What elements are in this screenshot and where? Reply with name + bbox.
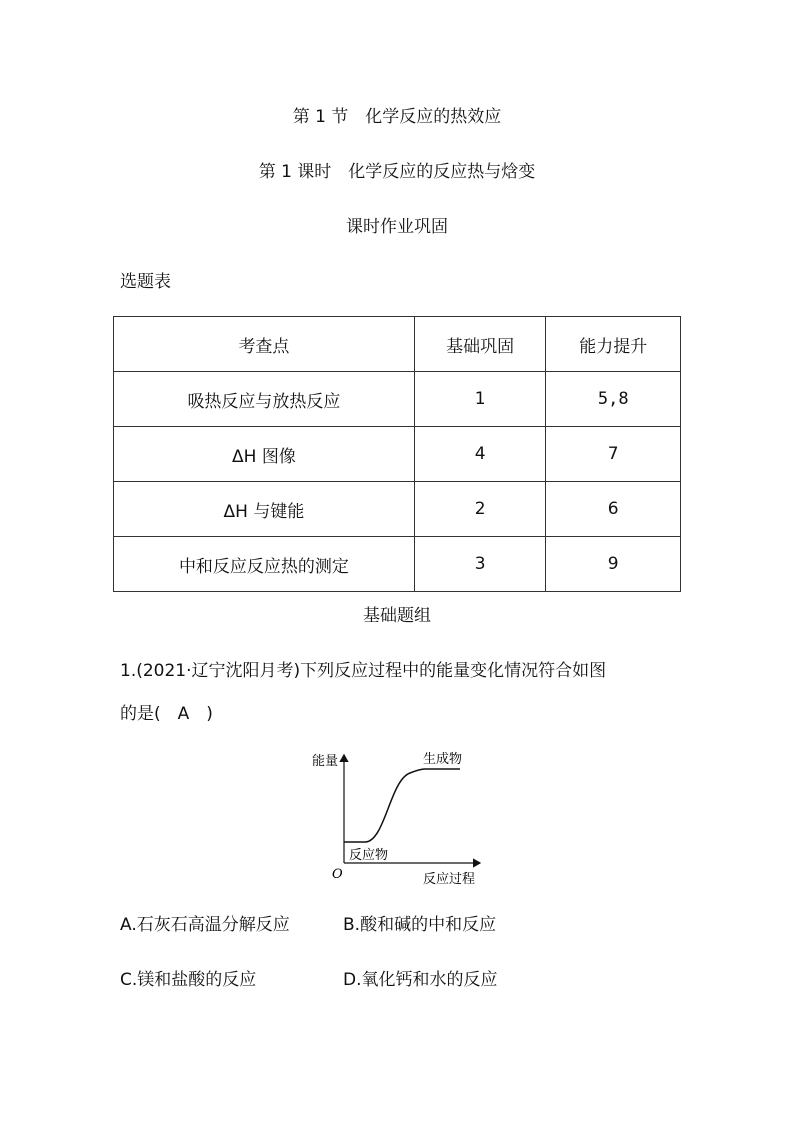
header-cell: 能力提升 xyxy=(546,317,681,372)
option-d: D.氧化钙和水的反应 xyxy=(343,970,498,990)
x-axis-label: 反应过程 xyxy=(423,872,476,887)
selection-table xyxy=(113,316,681,592)
origin-label: O xyxy=(332,867,343,882)
table-cell: 3 xyxy=(414,537,546,592)
table-cell: 9 xyxy=(546,537,681,592)
product-label: 生成物 xyxy=(423,752,463,767)
option-c: C.镁和盐酸的反应 xyxy=(120,970,257,990)
option-b: B.酸和碱的中和反应 xyxy=(343,915,497,935)
table-label: 选题表 xyxy=(120,272,171,292)
table-cell: ΔH 与键能 xyxy=(114,482,415,537)
table-cell: 4 xyxy=(414,427,546,482)
table-cell: 6 xyxy=(546,482,681,537)
table-cell: 吸热反应与放热反应 xyxy=(114,372,415,427)
y-axis-label: 能量 xyxy=(312,754,339,769)
table-row xyxy=(114,427,681,482)
table-cell: 中和反应反应热的测定 xyxy=(114,537,415,592)
header-cell: 基础巩固 xyxy=(414,317,546,372)
table-header-row xyxy=(114,317,681,372)
table-row xyxy=(114,482,681,537)
table-cell: 5,8 xyxy=(546,372,681,427)
question-stem-line1: 1.(2021·辽宁沈阳月考)下列反应过程中的能量变化情况符合如图 xyxy=(120,661,607,681)
table-cell: 1 xyxy=(414,372,546,427)
reactant-label: 反应物 xyxy=(349,848,389,863)
group-title: 基础题组 xyxy=(363,606,431,626)
header-cell: 考查点 xyxy=(114,317,415,372)
question-stem-line2: 的是( A ) xyxy=(120,704,213,724)
option-a: A.石灰石高温分解反应 xyxy=(120,915,290,935)
table-cell: 7 xyxy=(546,427,681,482)
energy-curve xyxy=(344,769,460,842)
table-row xyxy=(114,537,681,592)
table-row xyxy=(114,372,681,427)
lesson-title: 第 1 课时 化学反应的反应热与焓变 xyxy=(258,162,536,182)
table-cell: ΔH 图像 xyxy=(114,427,415,482)
energy-diagram xyxy=(312,745,490,890)
section-title: 第 1 节 化学反应的热效应 xyxy=(292,107,502,127)
subtitle: 课时作业巩固 xyxy=(346,217,448,237)
table-cell: 2 xyxy=(414,482,546,537)
